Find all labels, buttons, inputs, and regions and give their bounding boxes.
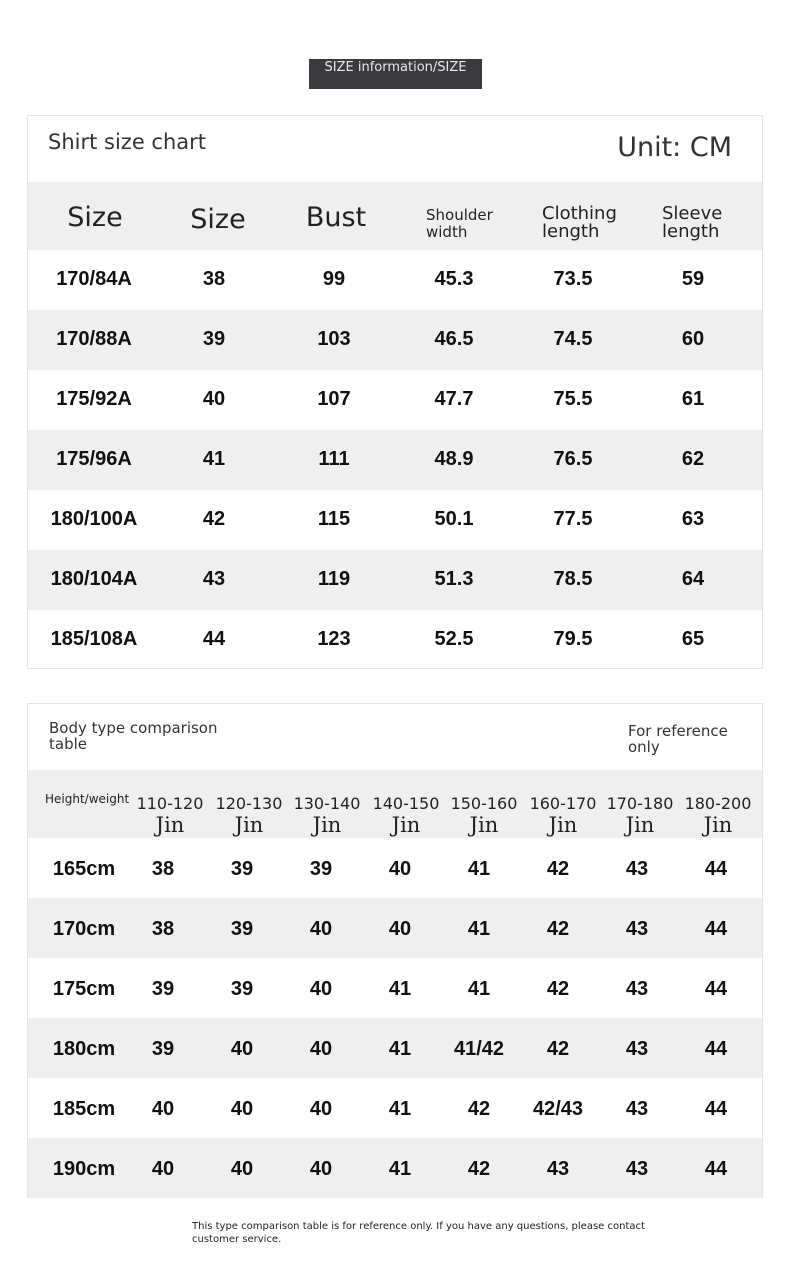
- body-table-row: [28, 1138, 762, 1198]
- size-cell: 41: [388, 1098, 412, 1120]
- weight-unit: Jin: [234, 813, 264, 837]
- height-cell: 170cm: [52, 918, 116, 940]
- shirt-cell: 175/96A: [56, 448, 132, 470]
- size-cell: 38: [151, 858, 175, 880]
- shirt-table-row: [28, 310, 762, 370]
- size-cell: 44: [704, 978, 728, 1000]
- unit-label: Unit: CM: [617, 132, 732, 163]
- body-table-row: [28, 1018, 762, 1078]
- shirt-table-row: [28, 610, 762, 670]
- size-cell: 44: [704, 1098, 728, 1120]
- size-cell: 41: [388, 1158, 412, 1180]
- shirt-cell: 43: [202, 568, 226, 590]
- weight-column-header: [368, 794, 444, 837]
- shirt-table-row: [28, 250, 762, 310]
- shirt-cell: 119: [317, 568, 351, 590]
- shirt-cell: 75.5: [553, 388, 593, 410]
- shirt-table-row: [28, 490, 762, 550]
- shirt-cell: 123: [317, 628, 351, 650]
- shirt-cell: 175/92A: [56, 388, 132, 410]
- weight-column-header: [680, 794, 756, 837]
- shirt-cell: 76.5: [553, 448, 593, 470]
- shirt-table-row: [28, 430, 762, 490]
- header-size-num: Size: [190, 204, 246, 235]
- height-cell: 190cm: [52, 1158, 116, 1180]
- body-table-title: Body type comparison table: [49, 719, 218, 753]
- size-cell: 41/42: [453, 1038, 505, 1060]
- weight-column-header: [289, 794, 365, 837]
- size-cell: 43: [625, 1098, 649, 1120]
- weight-unit: Jin: [155, 813, 185, 837]
- weight-range: 160-170: [529, 794, 597, 813]
- weight-unit: Jin: [391, 813, 421, 837]
- size-cell: 43: [546, 1158, 570, 1180]
- size-cell: 42: [467, 1158, 491, 1180]
- size-cell: 40: [309, 1158, 333, 1180]
- size-cell: 39: [230, 858, 254, 880]
- shirt-cell: 185/108A: [50, 628, 138, 650]
- weight-range: 120-130: [215, 794, 283, 813]
- shirt-cell: 77.5: [553, 508, 593, 530]
- weight-unit: Jin: [312, 813, 342, 837]
- weight-column-header: [211, 794, 287, 837]
- weight-unit: Jin: [548, 813, 578, 837]
- size-cell: 40: [230, 1038, 254, 1060]
- shirt-cell: 73.5: [553, 268, 593, 290]
- shirt-cell: 52.5: [434, 628, 474, 650]
- body-table-row: [28, 1078, 762, 1138]
- size-cell: 44: [704, 858, 728, 880]
- size-cell: 44: [704, 1158, 728, 1180]
- size-cell: 40: [309, 1098, 333, 1120]
- shirt-cell: 60: [681, 328, 705, 350]
- shirt-cell: 65: [681, 628, 705, 650]
- header-sleeve-length: Sleeve length: [662, 203, 723, 242]
- size-cell: 41: [467, 858, 491, 880]
- size-cell: 39: [230, 978, 254, 1000]
- body-table-row: [28, 838, 762, 898]
- size-cell: 42: [467, 1098, 491, 1120]
- size-cell: 44: [704, 918, 728, 940]
- size-cell: 40: [309, 978, 333, 1000]
- shirt-cell: 46.5: [434, 328, 474, 350]
- shirt-chart-title: Shirt size chart: [48, 130, 207, 154]
- shirt-cell: 78.5: [553, 568, 593, 590]
- height-weight-label: Height/weight: [45, 792, 130, 806]
- weight-column-header: [132, 794, 208, 837]
- size-cell: 40: [388, 918, 412, 940]
- size-cell: 42: [546, 1038, 570, 1060]
- size-cell: 43: [625, 978, 649, 1000]
- shirt-cell: 61: [681, 388, 705, 410]
- weight-column-header: [525, 794, 601, 837]
- header-bust: Bust: [305, 202, 367, 233]
- shirt-cell: 59: [681, 268, 705, 290]
- weight-range: 170-180: [606, 794, 674, 813]
- weight-range: 180-200: [684, 794, 752, 813]
- shirt-table-row: [28, 370, 762, 430]
- weight-range: 110-120: [136, 794, 204, 813]
- shirt-table-row: [28, 550, 762, 610]
- size-info-banner: SIZE information/SIZE: [309, 59, 482, 89]
- body-table-row: [28, 898, 762, 958]
- footer-note: This type comparison table is for reference only. If you have any questions, please contact customer service.: [192, 1221, 645, 1245]
- shirt-cell: 103: [317, 328, 351, 350]
- shirt-cell: 115: [317, 508, 351, 530]
- size-cell: 43: [625, 858, 649, 880]
- shirt-cell: 63: [681, 508, 705, 530]
- shirt-cell: 64: [681, 568, 705, 590]
- body-table-row: [28, 958, 762, 1018]
- size-cell: 39: [151, 1038, 175, 1060]
- size-cell: 40: [309, 918, 333, 940]
- size-cell: 44: [704, 1038, 728, 1060]
- shirt-cell: 47.7: [434, 388, 474, 410]
- shirt-cell: 74.5: [553, 328, 593, 350]
- shirt-cell: 40: [202, 388, 226, 410]
- weight-column-header: [602, 794, 678, 837]
- shirt-cell: 180/100A: [50, 508, 138, 530]
- weight-range: 140-150: [372, 794, 440, 813]
- size-cell: 41: [388, 978, 412, 1000]
- weight-range: 150-160: [450, 794, 518, 813]
- size-cell: 40: [230, 1158, 254, 1180]
- shirt-cell: 62: [681, 448, 705, 470]
- header-size: Size: [67, 202, 123, 233]
- shirt-cell: 48.9: [434, 448, 474, 470]
- height-cell: 180cm: [52, 1038, 116, 1060]
- weight-column-header: [446, 794, 522, 837]
- size-cell: 43: [625, 1038, 649, 1060]
- shirt-cell: 107: [317, 388, 351, 410]
- shirt-cell: 51.3: [434, 568, 474, 590]
- size-cell: 39: [151, 978, 175, 1000]
- body-type-table: [27, 703, 763, 1198]
- shirt-cell: 45.3: [434, 268, 474, 290]
- size-cell: 40: [151, 1098, 175, 1120]
- size-cell: 39: [230, 918, 254, 940]
- size-cell: 43: [625, 918, 649, 940]
- shirt-cell: 44: [202, 628, 226, 650]
- size-cell: 42: [546, 858, 570, 880]
- header-clothing-length: Clothing length: [542, 203, 617, 242]
- body-header-row: [28, 770, 762, 838]
- size-cell: 40: [309, 1038, 333, 1060]
- shirt-cell: 41: [202, 448, 226, 470]
- shirt-header-row: [28, 182, 762, 250]
- size-cell: 38: [151, 918, 175, 940]
- weight-unit: Jin: [469, 813, 499, 837]
- shirt-cell: 99: [322, 268, 346, 290]
- height-cell: 185cm: [52, 1098, 116, 1120]
- shirt-cell: 170/84A: [56, 268, 132, 290]
- shirt-cell: 39: [202, 328, 226, 350]
- size-cell: 39: [309, 858, 333, 880]
- shirt-size-chart: [27, 115, 763, 669]
- shirt-cell: 50.1: [434, 508, 474, 530]
- size-cell: 40: [230, 1098, 254, 1120]
- height-cell: 175cm: [52, 978, 116, 1000]
- reference-note: For reference only: [628, 722, 728, 756]
- shirt-cell: 111: [318, 448, 350, 470]
- size-cell: 41: [467, 918, 491, 940]
- size-cell: 43: [625, 1158, 649, 1180]
- size-cell: 40: [388, 858, 412, 880]
- size-cell: 40: [151, 1158, 175, 1180]
- size-cell: 42: [546, 978, 570, 1000]
- size-cell: 41: [388, 1038, 412, 1060]
- weight-unit: Jin: [625, 813, 655, 837]
- shirt-cell: 79.5: [553, 628, 593, 650]
- size-cell: 41: [467, 978, 491, 1000]
- weight-range: 130-140: [293, 794, 361, 813]
- weight-unit: Jin: [703, 813, 733, 837]
- height-cell: 165cm: [52, 858, 116, 880]
- shirt-cell: 170/88A: [56, 328, 132, 350]
- shirt-cell: 42: [202, 508, 226, 530]
- size-cell: 42/43: [532, 1098, 584, 1120]
- shirt-cell: 180/104A: [50, 568, 138, 590]
- header-shoulder: Shoulder width: [426, 206, 493, 241]
- size-cell: 42: [546, 918, 570, 940]
- shirt-cell: 38: [202, 268, 226, 290]
